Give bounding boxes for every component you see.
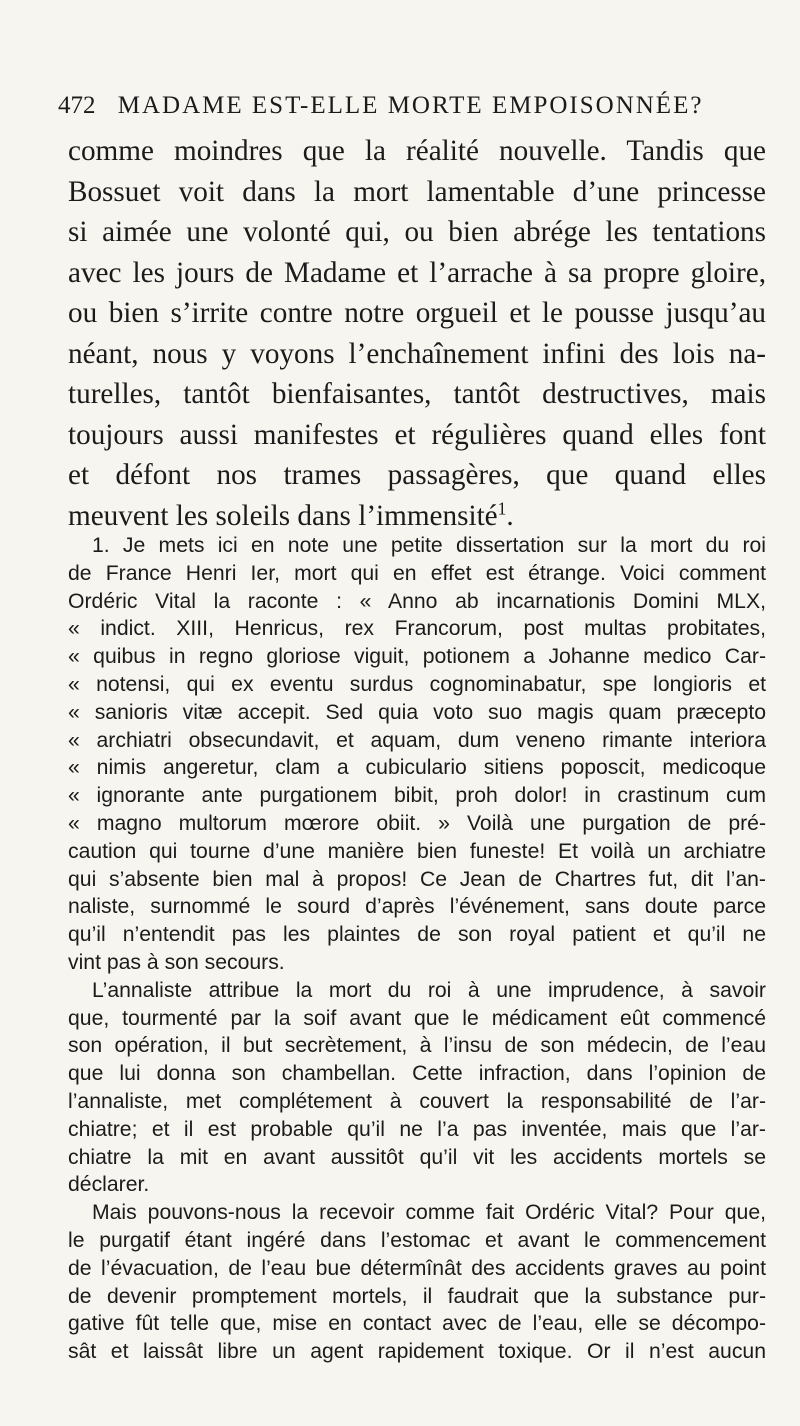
footnote-line: caution qui tourne d’une manière bien funeste! Et voilà un archiatre [68,839,766,863]
footnote-line: que lui donna son chambellan. Cette infraction, dans l’opinion de [68,1062,766,1086]
footnote-line: vint pas à son secours. [68,950,285,974]
text-line: si aimée une volonté qui, ou bien abrége les tentations [68,216,766,248]
footnote-line: « ignorante ante purgationem bibit, proh dolor! in crastinum cum [68,784,766,808]
footnote-line: « archiatri obsecundavit, et aquam, dum veneno rimante interiora [68,728,766,752]
footnote-line: de France Henri Ier, mort qui en effet est étrange. Voici comment [68,561,766,585]
text-line: meuvent les soleils dans l’immensité [68,499,498,532]
text-line: néant, nous y voyons l’enchaînement infini des lois na- [68,337,766,370]
footnote-line: que, tourmenté par la soif avant que le médicament eût commencé [68,1006,766,1030]
footnote [68,532,766,1366]
text-line: ou bien s’irrite contre notre orgueil et le pousse jusqu’au [68,297,766,329]
footnote-line: « quibus in regno gloriose viguit, potionem a Johanne medico Car- [68,645,766,669]
footnote-line: Ordéric Vital la raconte : « Anno ab incarnationis Domini MLX, [68,589,766,613]
footnote-reference: 1 [497,497,507,518]
footnote-line: sât et laissât libre un agent rapidement toxique. Or il n’est aucun [68,1340,766,1364]
footnote-line: Mais pouvons-nous la recevoir comme fait Ordéric Vital? Pour que, [92,1201,766,1225]
text-line-last [68,496,766,537]
text-line: comme moindres que la réalité nouvelle. Tandis que [68,135,766,167]
footnote-line: qui s’absente bien mal à propos! Ce Jean de Chartres fut, dit l’an- [68,867,766,891]
footnote-line: « magno multorum mœrore obiit. » Voilà une purgation de pré- [68,811,766,835]
text-line: toujours aussi manifestes et régulières quand elles font [68,418,766,451]
footnote-line: qu’il n’entendit pas les plaintes de son royal patient et qu’il ne [68,923,766,947]
text-line: avec les jours de Madame et l’arrache à sa propre gloire, [68,256,766,289]
footnote-line: gative fût telle que, mise en contact avec de l’eau, elle se décompo- [68,1312,766,1336]
footnote-line: « nimis angeretur, clam a cubiculario sitiens poposcit, medicoque [68,756,766,780]
main-paragraph [68,131,766,536]
text-line: Bossuet voit dans la mort lamentable d’une princesse [68,175,766,208]
footnote-line: « notensi, qui ex eventu surdus cognominabatur, spe longioris et [68,672,766,696]
sentence-end: . [506,499,514,532]
footnote-line: L’annaliste attribue la mort du roi à une imprudence, à savoir [92,978,766,1002]
text-line: turelles, tantôt bienfaisantes, tantôt destructives, mais [68,378,766,410]
footnote-line: chiatre; et il est probable qu’il ne l’a pas inventée, mais que l’ar- [68,1117,766,1141]
text-line: et défont nos trames passagères, que quand elles [68,459,766,491]
footnote-line: l’annaliste, met complétement à couvert la responsabilité de l’ar- [68,1089,766,1113]
footnote-line: naliste, surnommé le sourd d’après l’événement, sans doute parce [68,895,766,919]
footnote-line: « indict. XIII, Henricus, rex Francorum, post multas probitates, [68,617,766,641]
footnote-line: 1. Je mets ici en note une petite dissertation sur la mort du roi [92,534,766,557]
footnote-line: « sanioris vitæ accepit. Sed quia voto suo magis quam præcepto [68,700,766,724]
footnote-line: son opération, il but secrètement, à l’insu de son médecin, de l’eau [68,1034,766,1058]
running-header [58,92,748,120]
footnote-line: le purgatif étant ingéré dans l’estomac et avant le commencement [68,1228,766,1252]
footnote-line: déclarer. [68,1173,150,1197]
page-number: 472 [58,92,96,119]
footnote-line: chiatre la mit en avant aussitôt qu’il vit les accidents mortels se [68,1145,766,1169]
running-title: MADAME EST-ELLE MORTE EMPOISONNÉE? [117,92,704,119]
footnote-line: de devenir promptement mortels, il faudrait que la substance pur- [68,1284,766,1308]
footnote-line: de l’évacuation, de l’eau bue détermînât des accidents graves au point [68,1256,766,1280]
